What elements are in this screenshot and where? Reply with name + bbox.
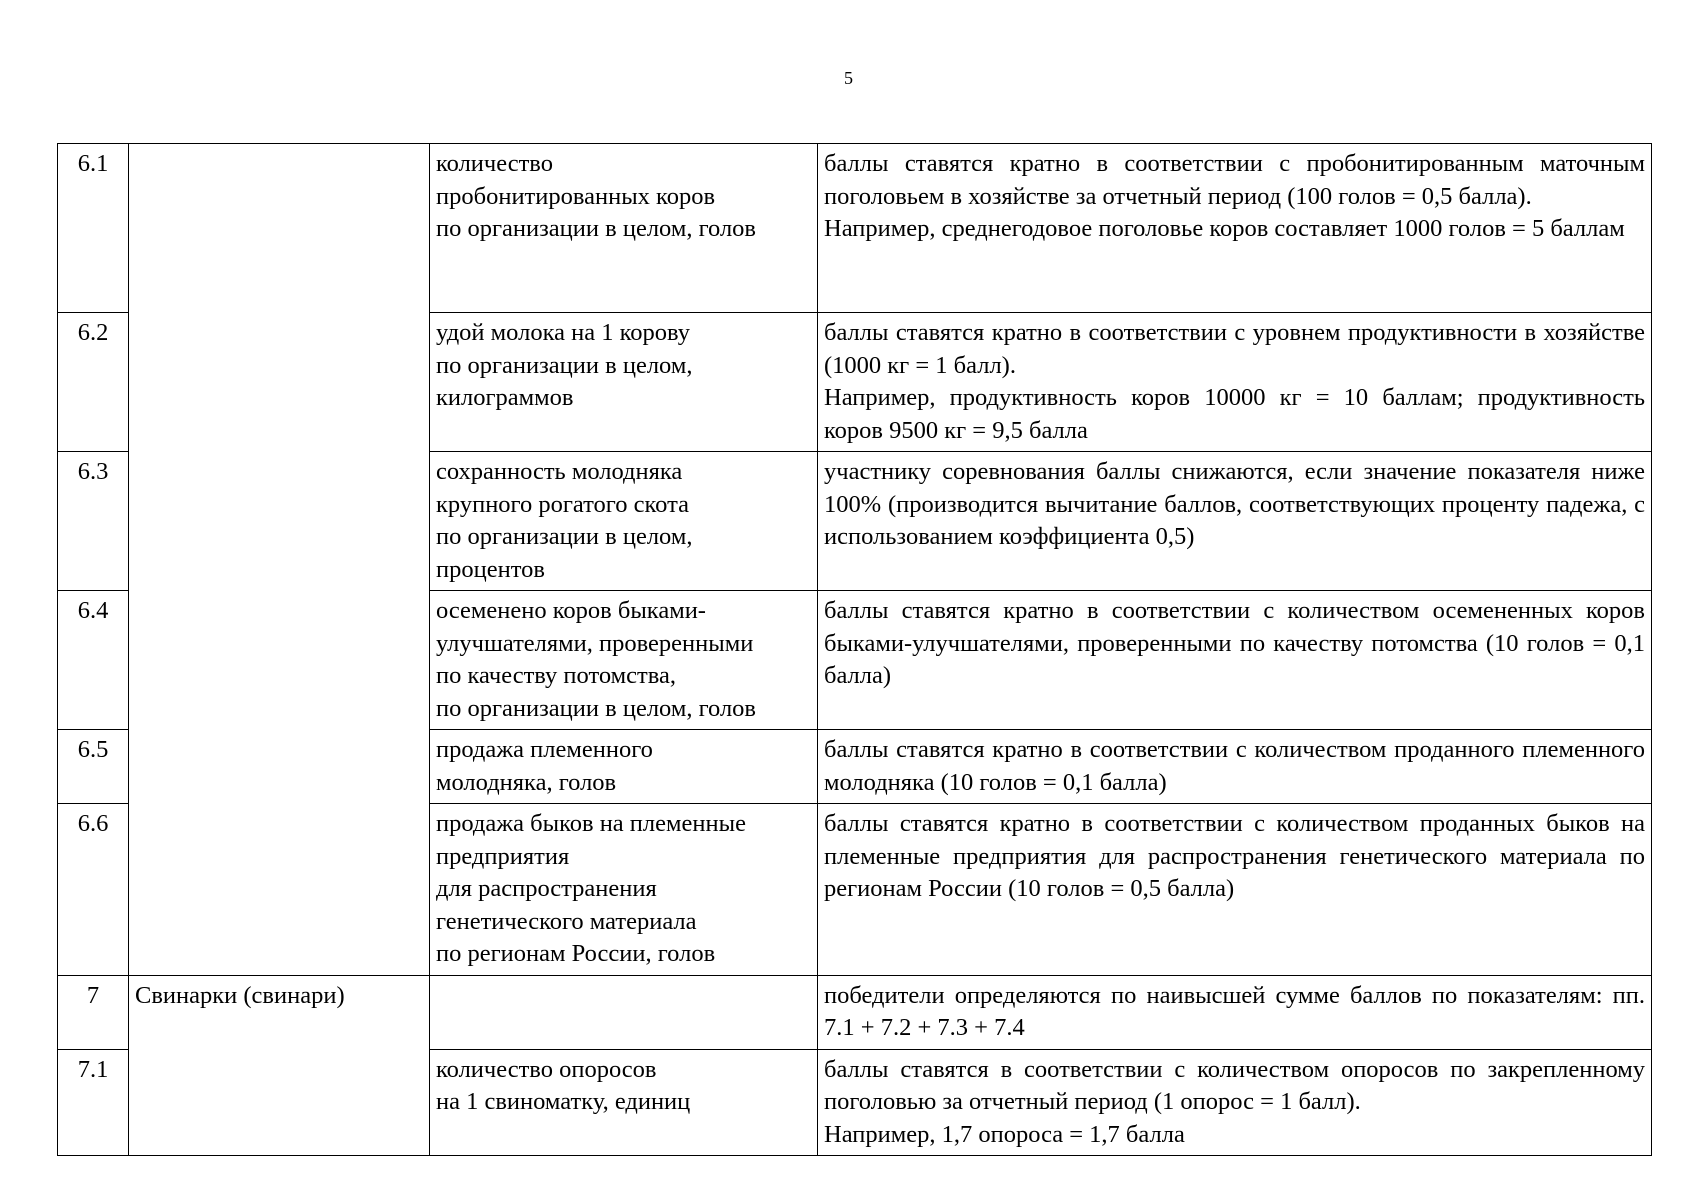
- indicator-line: продажа быков на племенные: [436, 810, 746, 837]
- indicator-line: пробонитированных коров: [436, 182, 716, 210]
- rule-cell: [818, 313, 1652, 452]
- rule-paragraph: баллы ставятся в соответствии с количеством опоросов по закрепленному поголовью за отчетный период (1 опорос = 1 балл).: [824, 1055, 1645, 1115]
- row-number: 6.2: [58, 313, 129, 452]
- indicator-line: удой молока на 1 корову: [436, 319, 690, 346]
- row-number: 6.4: [58, 591, 129, 730]
- indicator-line: килограммов: [436, 384, 574, 411]
- indicator-line: генетического материала: [436, 907, 697, 935]
- indicator-line: по организации в целом, голов: [436, 215, 756, 242]
- rule-paragraph: баллы ставятся кратно в соответствии с количеством осемененных коров быками-улучшателями, проверенными по качеству потомства (10 голов = 0,1 балла): [824, 597, 1645, 689]
- row-number: 7: [58, 975, 129, 1049]
- indicator-cell: [430, 804, 818, 976]
- rule-cell: [818, 975, 1652, 1049]
- indicator-line: по организации в целом, голов: [436, 694, 756, 722]
- indicator-line: по качеству потомства,: [436, 662, 676, 689]
- category-cell: Свинарки (свинари): [129, 975, 430, 1156]
- indicator-cell: [430, 591, 818, 730]
- rule-paragraph: Например, продуктивность коров 10000 кг = 10 баллам; продуктивность коров 9500 кг = 9,5 балла: [824, 384, 1645, 444]
- indicator-line: количество опоросов: [436, 1055, 657, 1083]
- rule-cell: [818, 1049, 1652, 1156]
- indicator-line: процентов: [436, 555, 545, 583]
- indicator-line: по организации в целом,: [436, 351, 693, 379]
- indicator-cell: [430, 452, 818, 591]
- row-number: 6.5: [58, 730, 129, 804]
- indicator-line: количество: [436, 150, 553, 177]
- table-row: [58, 975, 1652, 1049]
- rule-cell: [818, 591, 1652, 730]
- rule-paragraph: победители определяются по наивысшей сумме баллов по показателям: пп. 7.1 + 7.2 + 7.3 + 7.4: [824, 981, 1645, 1041]
- rule-paragraph: участнику соревнования баллы снижаются, если значение показателя ниже 100% (производится вычитание баллов, соответствующих проценту падежа, с использованием коэффициента 0,5): [824, 458, 1645, 550]
- indicator-cell: [430, 144, 818, 313]
- rule-paragraph: баллы ставятся кратно в соответствии с уровнем продуктивности в хозяйстве (1000 кг = 1 балл).: [824, 319, 1645, 379]
- row-number: 6.3: [58, 452, 129, 591]
- indicator-cell: [430, 730, 818, 804]
- table-row: [58, 144, 1652, 313]
- rule-cell: [818, 804, 1652, 976]
- indicator-line: предприятия: [436, 842, 570, 870]
- indicator-line: на 1 свиноматку, единиц: [436, 1088, 691, 1115]
- row-number: 6.6: [58, 804, 129, 976]
- indicator-line: по регионам России, голов: [436, 940, 716, 967]
- indicator-cell: [430, 975, 818, 1049]
- indicator-line: для распространения: [436, 875, 657, 902]
- rule-paragraph: Например, 1,7 опороса = 1,7 балла: [824, 1120, 1185, 1148]
- rule-cell: [818, 144, 1652, 313]
- rule-paragraph: баллы ставятся кратно в соответствии с количеством проданного племенного молодняка (10 голов = 0,1 балла): [824, 736, 1645, 796]
- indicator-line: молодняка, голов: [436, 768, 617, 796]
- indicator-line: крупного рогатого скота: [436, 490, 689, 518]
- criteria-table: [57, 143, 1652, 1156]
- page-number: 5: [844, 68, 853, 88]
- indicator-line: продажа племенного: [436, 736, 653, 763]
- rule-cell: [818, 452, 1652, 591]
- category-cell: [129, 144, 430, 976]
- row-number: 6.1: [58, 144, 129, 313]
- row-number: 7.1: [58, 1049, 129, 1156]
- rule-cell: [818, 730, 1652, 804]
- indicator-cell: [430, 313, 818, 452]
- rule-paragraph: Например, среднегодовое поголовье коров составляет 1000 голов = 5 баллам: [824, 215, 1625, 242]
- rule-paragraph: баллы ставятся кратно в соответствии с пробонитированным маточным поголовьем в хозяйстве за отчетный период (100 голов = 0,5 балла).: [824, 150, 1645, 210]
- indicator-line: осеменено коров быками-: [436, 597, 706, 624]
- indicator-line: сохранность молодняка: [436, 458, 683, 485]
- indicator-line: улучшателями, проверенными: [436, 629, 754, 657]
- indicator-cell: [430, 1049, 818, 1156]
- rule-paragraph: баллы ставятся кратно в соответствии с количеством проданных быков на племенные предприятия для распространения генетического материала по регионам России (10 голов = 0,5 балла): [824, 810, 1645, 902]
- indicator-line: по организации в целом,: [436, 523, 693, 550]
